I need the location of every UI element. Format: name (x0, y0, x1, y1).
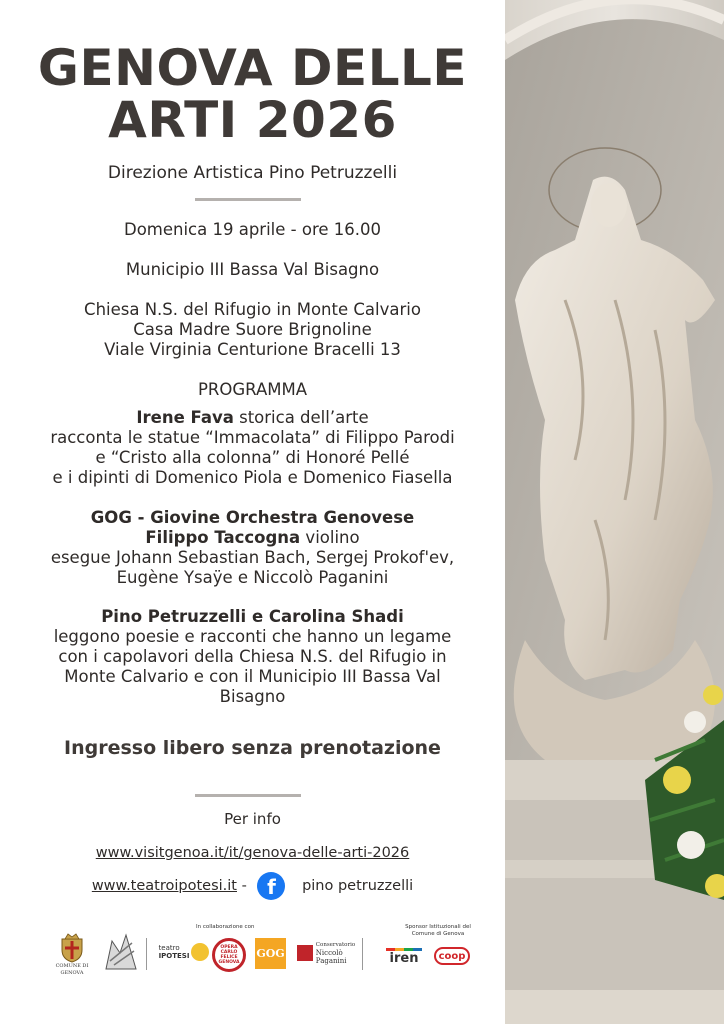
teatro-word: teatro (158, 944, 180, 952)
event-title-line1: GENOVA DELLE (37, 39, 468, 97)
free-entry-notice: Ingresso libero senza prenotazione (64, 737, 441, 759)
municipio-emblem-icon (102, 931, 140, 971)
ipotesi-word: IPOTESI (158, 952, 190, 960)
program1-role: storica dell’arte (233, 408, 369, 427)
program3-line2: leggono poesie e racconti che hanno un legame (53, 627, 452, 646)
artistic-direction: Direzione Artistica Pino Petruzzelli (107, 163, 398, 183)
conservatorio-word: Conservatorio (315, 942, 356, 948)
program1-name: Irene Fava (136, 408, 234, 427)
facebook-name[interactable]: pino petruzzelli (302, 878, 414, 894)
contacts-row (0, 870, 505, 902)
program1-line3: e “Cristo alla colonna” di Honoré Pellé (95, 448, 410, 467)
iren-name: iren (389, 950, 419, 966)
teatro-ipotesi-logo (160, 934, 208, 970)
program2-line1: GOG - Giovine Orchestra Genovese (90, 508, 415, 527)
gog-name: GOG (256, 947, 285, 960)
program2-name: Filippo Taccogna (145, 528, 301, 547)
comune-logo (44, 930, 100, 980)
opera-carlo-felice-logo (212, 938, 246, 972)
teatro-ipotesi-mark (159, 943, 210, 961)
link-separator: - (237, 878, 247, 894)
coop-name: coop (438, 950, 466, 962)
program3-line4: Monte Calvario e con il Municipio III Bassa Val (64, 667, 441, 686)
coop-logo (434, 947, 470, 965)
municipio-logo (100, 930, 142, 972)
gog-logo (255, 938, 286, 969)
niccolo-word: Niccolò (315, 949, 343, 957)
program2-line3: esegue Johann Sebastian Bach, Sergej Prokof'ev, (50, 548, 455, 567)
comune-name: COMUNE DI GENOVA (55, 963, 89, 976)
sun-icon (191, 943, 209, 961)
programma-heading: PROGRAMMA (197, 380, 308, 399)
program1-line4: e i dipinti di Domenico Piola e Domenico Fiasella (52, 468, 453, 487)
program3-line5: Bisagno (219, 687, 286, 706)
event-title-line2: ARTI 2026 (108, 91, 397, 149)
statue-photo (505, 0, 724, 1024)
program2-line4: Eugène Ysaÿe e Niccolò Paganini (116, 568, 389, 587)
venue-line2: Casa Madre Suore Brignoline (133, 320, 372, 339)
program3-line3: con i capolavori della Chiesa N.S. del Rifugio in (58, 647, 447, 666)
program1-line1 (0, 408, 505, 428)
iren-logo (382, 944, 426, 968)
visitgenoa-link[interactable]: www.visitgenoa.it/it/genova-delle-arti-2026 (95, 845, 410, 861)
opera-name: OPERA CARLO FELICE GENOVA (218, 945, 240, 965)
sponsor-label (388, 924, 488, 938)
program3-names: Pino Petruzzelli e Carolina Shadi (101, 607, 404, 626)
event-date: Domenica 19 aprile - ore 16.00 (123, 220, 381, 239)
conservatorio-logo (296, 936, 356, 970)
teatroipotesi-link[interactable]: www.teatroipotesi.it (91, 878, 237, 894)
divider-bottom (195, 794, 301, 797)
venue-line1: Chiesa N.S. del Rifugio in Monte Calvario (84, 300, 421, 319)
venue-line3: Viale Virginia Centurione Bracelli 13 (104, 340, 401, 359)
program2-line2 (0, 528, 505, 548)
sponsor-logos (0, 920, 505, 990)
facebook-icon[interactable]: f (257, 872, 285, 900)
paganini-word: Paganini (315, 957, 347, 965)
program2-role: violino (300, 528, 360, 547)
divider-top (195, 198, 301, 201)
municipio: Municipio III Bassa Val Bisagno (125, 260, 380, 279)
logo-separator-2 (362, 938, 363, 970)
crest-icon (59, 933, 85, 963)
per-info-label: Per info (224, 810, 281, 828)
conservatorio-square-icon (297, 945, 313, 961)
sponsor-label-line2: Comune di Genova (411, 931, 465, 937)
sponsor-label-line1: Sponsor Istituzionali del (405, 924, 471, 930)
immacolata-statue-image (505, 0, 724, 1024)
program1-line2: racconta le statue “Immacolata” di Filippo Parodi (50, 428, 455, 447)
collaboration-label: In collaborazione con (196, 924, 255, 930)
logo-separator-1 (146, 938, 147, 970)
